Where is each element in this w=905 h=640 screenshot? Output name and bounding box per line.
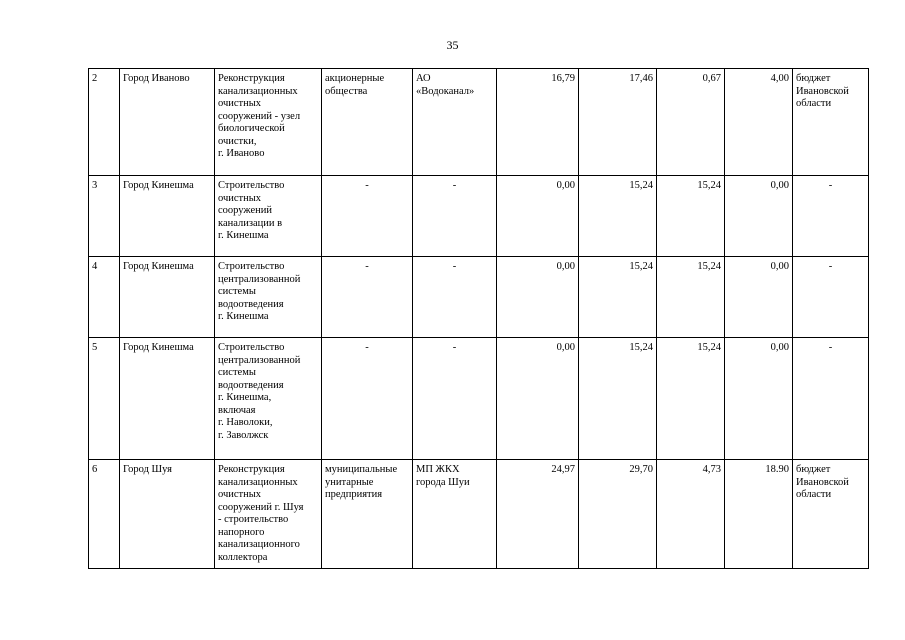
value-1-cell: 0,00: [497, 257, 579, 338]
funding-source-cell: -: [793, 176, 869, 257]
funding-source-cell: -: [793, 338, 869, 460]
value-2-cell: 15,24: [579, 176, 657, 257]
project-cell: Реконструкция канализационных очистных сооружений г. Шуя - строительство напорного канализационного коллектора: [215, 460, 322, 569]
value-4-cell: 0,00: [725, 338, 793, 460]
table-row: [89, 69, 869, 176]
organization-cell: АО «Водоканал»: [413, 69, 497, 176]
value-3-cell: 15,24: [657, 257, 725, 338]
row-number-cell: 6: [89, 460, 120, 569]
row-number-cell: 3: [89, 176, 120, 257]
organization-cell: -: [413, 257, 497, 338]
org-type-cell: муниципальные унитарные предприятия: [322, 460, 413, 569]
value-3-cell: 15,24: [657, 176, 725, 257]
organization-cell: МП ЖКХ города Шуи: [413, 460, 497, 569]
value-4-cell: 0,00: [725, 257, 793, 338]
value-2-cell: 15,24: [579, 338, 657, 460]
projects-table: [88, 68, 869, 569]
value-1-cell: 0,00: [497, 338, 579, 460]
value-3-cell: 4,73: [657, 460, 725, 569]
project-cell: Строительство очистных сооружений канализации в г. Кинешма: [215, 176, 322, 257]
value-1-cell: 24,97: [497, 460, 579, 569]
row-number-cell: 2: [89, 69, 120, 176]
value-2-cell: 15,24: [579, 257, 657, 338]
org-type-cell: -: [322, 176, 413, 257]
city-cell: Город Шуя: [120, 460, 215, 569]
row-number-cell: 4: [89, 257, 120, 338]
table-row: [89, 460, 869, 569]
city-cell: Город Кинешма: [120, 176, 215, 257]
value-4-cell: 4,00: [725, 69, 793, 176]
value-2-cell: 17,46: [579, 69, 657, 176]
project-cell: Реконструкция канализационных очистных сооружений - узел биологической очистки, г. Иваново: [215, 69, 322, 176]
organization-cell: -: [413, 338, 497, 460]
value-1-cell: 0,00: [497, 176, 579, 257]
table-row: [89, 338, 869, 460]
funding-source-cell: бюджет Ивановской области: [793, 460, 869, 569]
row-number-cell: 5: [89, 338, 120, 460]
city-cell: Город Кинешма: [120, 257, 215, 338]
funding-source-cell: бюджет Ивановской области: [793, 69, 869, 176]
project-cell: Строительство централизованной системы водоотведения г. Кинешма, включая г. Наволоки, г. Заволжск: [215, 338, 322, 460]
city-cell: Город Иваново: [120, 69, 215, 176]
organization-cell: -: [413, 176, 497, 257]
org-type-cell: акционерные общества: [322, 69, 413, 176]
value-4-cell: 0,00: [725, 176, 793, 257]
org-type-cell: -: [322, 338, 413, 460]
project-cell: Строительство централизованной системы водоотведения г. Кинешма: [215, 257, 322, 338]
page-number: 35: [446, 38, 459, 52]
value-2-cell: 29,70: [579, 460, 657, 569]
city-cell: Город Кинешма: [120, 338, 215, 460]
funding-source-cell: -: [793, 257, 869, 338]
table-row: [89, 257, 869, 338]
value-1-cell: 16,79: [497, 69, 579, 176]
value-3-cell: 0,67: [657, 69, 725, 176]
table-row: [89, 176, 869, 257]
value-3-cell: 15,24: [657, 338, 725, 460]
value-4-cell: 18.90: [725, 460, 793, 569]
org-type-cell: -: [322, 257, 413, 338]
